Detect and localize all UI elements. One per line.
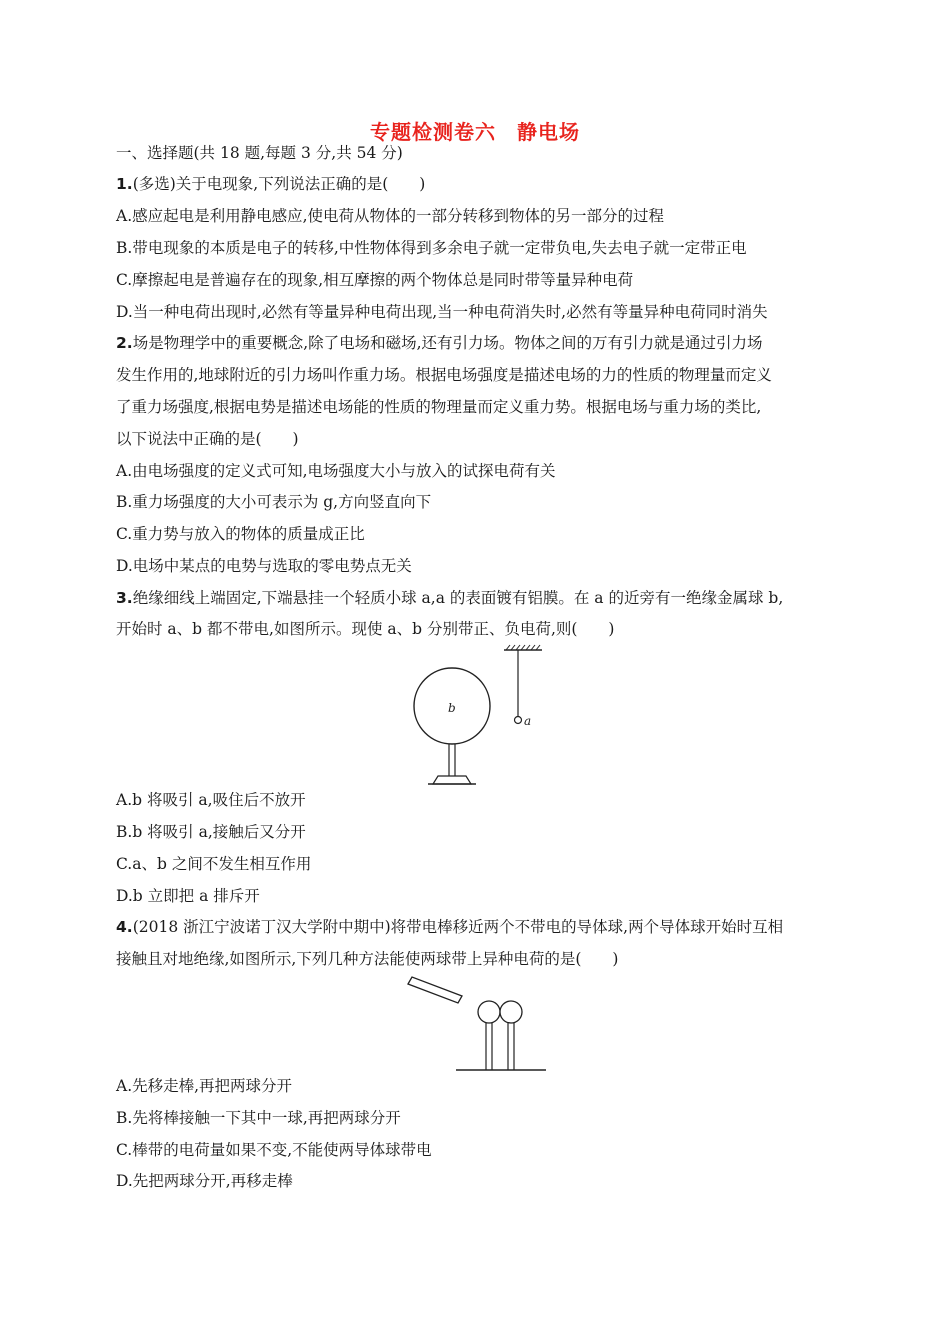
question-2-stem: [116, 333, 763, 353]
q1-option-c: C.摩擦起电是普遍存在的现象,相互摩擦的两个物体总是同时带等量异种电荷: [116, 271, 634, 289]
q3-stem-line-2: 开始时 a、b 都不带电,如图所示。现使 a、b 分别带正、负电荷,则( ): [116, 620, 615, 638]
question-number: 3.: [116, 589, 133, 607]
q2-stem-line-2: 发生作用的,地球附近的引力场叫作重力场。根据电场强度是描述电场的力的性质的物理量而定义: [116, 366, 772, 384]
question-number: 1.: [116, 175, 133, 193]
conductor-sphere-right: [500, 1001, 522, 1023]
stem-line: 场是物理学中的重要概念,除了电场和磁场,还有引力场。物体之间的万有引力就是通过引力场: [132, 334, 763, 352]
question-number: 2.: [116, 334, 133, 352]
q2-option-b: B.重力场强度的大小可表示为 g,方向竖直向下: [116, 493, 432, 511]
q2-option-d: D.电场中某点的电势与选取的零电势点无关: [116, 557, 412, 575]
charged-rod: [408, 977, 462, 1003]
question-1-stem: [116, 174, 425, 194]
stem-line: (2018 浙江宁波诺丁汉大学附中期中)将带电棒移近两个不带电的导体球,两个导体球开始时互相: [132, 918, 784, 936]
q2-option-c: C.重力势与放入的物体的质量成正比: [116, 525, 365, 543]
q3-option-b: B.b 将吸引 a,接触后又分开: [116, 823, 306, 841]
q2-stem-line-3: 了重力场强度,根据电势是描述电场能的性质的物理量而定义重力势。根据电场与重力场的类比,: [116, 398, 762, 416]
q4-option-a: A.先移走棒,再把两球分开: [116, 1077, 293, 1095]
q2-stem-line-4: 以下说法中正确的是( ): [116, 430, 299, 448]
question-4-stem: [116, 917, 783, 937]
label-a: a: [524, 714, 532, 728]
q4-option-c: C.棒带的电荷量如果不变,不能使两导体球带电: [116, 1141, 432, 1159]
q4-stem-line-2: 接触且对地绝缘,如图所示,下列几种方法能使两球带上异种电荷的是( ): [116, 950, 619, 968]
q3-option-d: D.b 立即把 a 排斥开: [116, 887, 260, 905]
q2-option-a: A.由电场强度的定义式可知,电场强度大小与放入的试探电荷有关: [116, 462, 556, 480]
figure-charged-rod-and-spheres: [400, 975, 550, 1085]
section-heading: 一、选择题(共 18 题,每题 3 分,共 54 分): [116, 144, 403, 162]
q1-option-a: A.感应起电是利用静电感应,使电荷从物体的一部分转移到物体的另一部分的过程: [116, 207, 665, 225]
q4-option-d: D.先把两球分开,再移走棒: [116, 1172, 293, 1190]
stem-line: (多选)关于电现象,下列说法正确的是( ): [132, 175, 426, 193]
figure-metal-ball-and-pendulum: [400, 644, 550, 788]
stem-line: 绝缘细线上端固定,下端悬挂一个轻质小球 a,a 的表面镀有铝膜。在 a 的近旁有一绝缘金属球 b,: [132, 589, 784, 607]
q3-option-c: C.a、b 之间不发生相互作用: [116, 855, 312, 873]
q3-option-a: A.b 将吸引 a,吸住后不放开: [116, 791, 306, 809]
q1-option-d: D.当一种电荷出现时,必然有等量异种电荷出现,当一种电荷消失时,必然有等量异种电荷同时消失: [116, 303, 768, 321]
small-ball-a: [515, 717, 522, 724]
question-number: 4.: [116, 918, 133, 936]
conductor-sphere-left: [478, 1001, 500, 1023]
label-b: b: [448, 701, 456, 715]
q4-option-b: B.先将棒接触一下其中一球,再把两球分开: [116, 1109, 401, 1127]
question-3-stem: [116, 588, 783, 608]
q1-option-b: B.带电现象的本质是电子的转移,中性物体得到多余电子就一定带负电,失去电子就一定带正电: [116, 239, 747, 257]
page-title: 专题检测卷六 静电场: [370, 120, 580, 144]
